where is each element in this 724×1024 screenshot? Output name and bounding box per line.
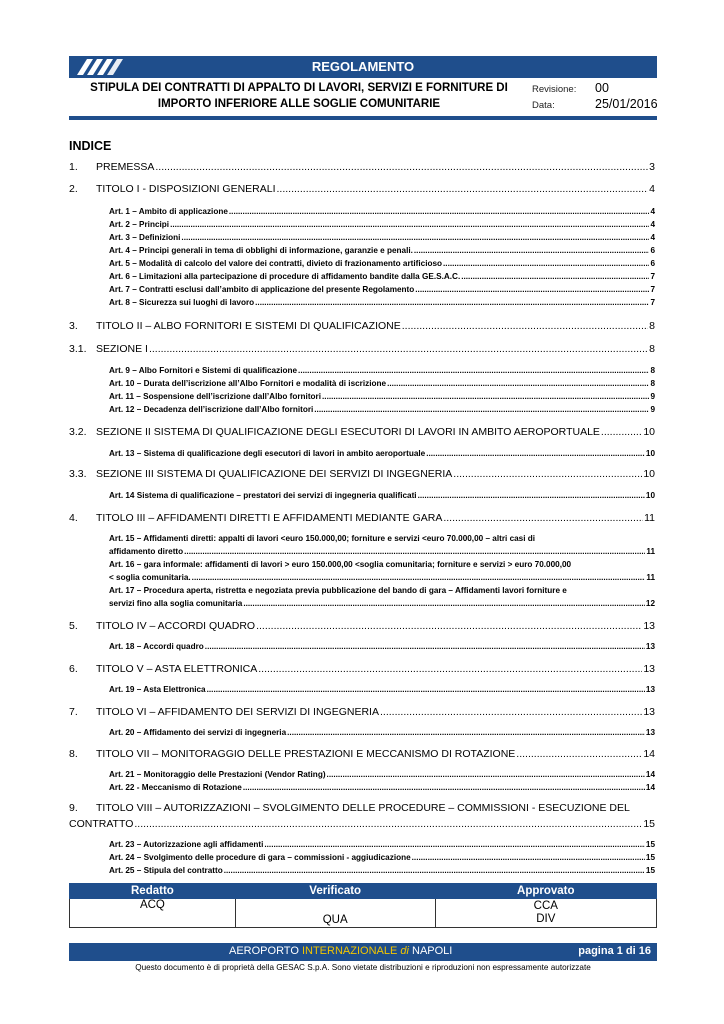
toc-page: 8 [649,343,655,355]
toc-title: TITOLO VII – MONITORAGGIO DELLE PRESTAZIONI E MECCANISMO DI ROTAZIONE [96,748,516,760]
toc-title: Art. 11 – Sospensione dell’iscrizione dall’Albo fornitori [109,392,322,401]
toc-title: Art. 5 – Modalità di calcolo del valore dei contratti, divieto di frazionamento artificioso [109,259,443,268]
page-number: pagina 1 di 16 [578,945,651,957]
toc-page: 9 [650,405,655,414]
approvato-value: CCA DIV [435,899,656,928]
toc-title: Art. 22 - Meccanismo di Rotazione [109,783,242,792]
toc-title: Art. 6 – Limitazioni alla partecipazione di procedure di affidamento bandite dalla GE.S.A.C. [109,272,461,281]
header-banner [69,56,657,78]
toc-title: Art. 3 – Definizioni [109,233,181,242]
toc-page: 14 [645,783,655,792]
toc-page: 4 [650,220,655,229]
toc-title: Art. 10 – Durata dell’iscrizione all’Albo Fornitori e modalità di iscrizione [109,379,387,388]
airport-name: AEROPORTO INTERNAZIONALE di NAPOLI [229,945,453,957]
toc-page: 11 [644,512,655,524]
toc-subentry[interactable] [109,233,655,242]
toc-page: 11 [646,547,655,556]
toc-title: TITOLO IV – ACCORDI QUADRO [96,620,256,632]
toc-subentry[interactable] [109,259,655,268]
toc-page: 8 [649,320,655,332]
toc-title: SEZIONE I [96,343,148,355]
toc-title: affidamento diretto [109,547,184,556]
toc-page: 8 [650,366,655,375]
toc-page: 10 [645,449,655,458]
toc-subentry[interactable] [109,392,655,401]
toc-page: 4 [650,233,655,242]
toc-page: 6 [650,259,655,268]
toc-title: TITOLO III – AFFIDAMENTI DIRETTI E AFFIDAMENTI MEDIANTE GARA [96,512,443,524]
toc-title: Art. 21 – Monitoraggio delle Prestazioni (Vendor Rating) [109,770,326,779]
toc-title: Art. 12 – Decadenza dell’iscrizione dall’Albo fornitori [109,405,314,414]
toc-entry[interactable]: 3.2. SEZIONE II SISTEMA DI QUALIFICAZIONE DEGLI ESECUTORI DI LAVORI IN AMBITO AEROPORTUALE ..... 10 [69,426,655,438]
ownership-note: Questo documento è di proprietà della GESAC S.p.A. Sono vietate distribuzioni e riproduzioni non espressamente autorizzate [135,963,591,972]
toc-entry[interactable]: 3. TITOLO II – ALBO FORNITORI E SISTEMI DI QUALIFICAZIONE ..... 8 [69,320,655,332]
verificato-header: Verificato [235,884,435,899]
toc-entry[interactable]: 5. TITOLO IV – ACCORDI QUADRO ..... 13 [69,620,655,632]
toc-title: SEZIONE II SISTEMA DI QUALIFICAZIONE DEGLI ESECUTORI DI LAVORI IN AMBITO AEROPORTUALE [96,426,600,438]
toc-title: Art. 19 – Asta Elettronica [109,685,206,694]
toc-subentry[interactable] [109,547,655,556]
document-type-title: REGOLAMENTO [311,59,415,74]
toc-title: < soglia comunitaria. [109,573,191,582]
toc-page: 9 [650,392,655,401]
toc-title: TITOLO II – ALBO FORNITORI E SISTEMI DI QUALIFICAZIONE [96,320,401,332]
toc-page: 10 [643,468,655,480]
toc-entry[interactable]: 4. TITOLO III – AFFIDAMENTI DIRETTI E AFFIDAMENTI MEDIANTE GARA ..... 11 [69,512,655,524]
subtitle-line-2: IMPORTO INFERIORE ALLE SOGLIE COMUNITARIE [157,98,441,110]
toc-title: Art. 9 – Albo Fornitori e Sistemi di qualificazione [109,366,298,375]
toc-title: Art. 23 – Autorizzazione agli affidamenti [109,840,264,849]
toc-subentry[interactable] [109,783,655,792]
toc-subentry[interactable] [109,728,655,737]
toc-entry[interactable] [69,818,655,830]
toc-entry[interactable]: 6. TITOLO V – ASTA ELETTRONICA ..... 13 [69,663,655,675]
toc-subentry[interactable] [109,642,655,651]
toc-page: 13 [645,728,655,737]
toc-entry-line1: 9. TITOLO VIII – AUTORIZZAZIONI – SVOLGIMENTO DELLE PROCEDURE – COMMISSIONI - ESECUZIONE DEL [69,802,630,814]
toc-page: 15 [645,840,655,849]
toc-title: Art. 2 – Principi [109,220,170,229]
toc-entry[interactable]: 2. TITOLO I - DISPOSIZIONI GENERALI ..... 4 [69,183,655,195]
toc-title: TITOLO V – ASTA ELETTRONICA [96,663,258,675]
toc-page: 15 [645,866,655,875]
toc-subentry[interactable] [109,298,655,307]
toc-subentry[interactable] [109,449,655,458]
toc-title: Art. 4 – Principi generali in tema di obblighi di informazione, garanzie e penali. [109,246,413,255]
toc-title: TITOLO I - DISPOSIZIONI GENERALI [96,183,276,195]
toc-subentry[interactable] [109,220,655,229]
revision-label: Revisione: [532,84,577,95]
toc-subentry-line1: Art. 15 – Affidamenti diretti: appalti di lavori <euro 150.000,00; forniture e servizi <euro 70.000,00 – altri casi di [109,534,536,543]
toc-subentry[interactable] [109,866,655,875]
toc-title: Art. 13 – Sistema di qualificazione degli esecutori di lavori in ambito aeroportuale [109,449,426,458]
toc-page: 4 [649,183,655,195]
signoff-table [69,883,657,928]
toc-subentry[interactable] [109,272,655,281]
toc-title: Art. 8 – Sicurezza sui luoghi di lavoro [109,298,255,307]
toc-page: 15 [645,853,655,862]
toc-page: 13 [643,663,655,675]
toc-entry[interactable]: 7. TITOLO VI – AFFIDAMENTO DEI SERVIZI DI INGEGNERIA ..... 13 [69,706,655,718]
revision-value: 00 [595,81,609,95]
document-subtitle [69,80,529,112]
toc-page: 12 [645,599,655,608]
toc-page: 14 [643,748,655,760]
toc-page: 11 [646,573,655,582]
toc-subentry[interactable] [109,491,655,500]
toc-subentry[interactable] [109,246,655,255]
toc-subentry[interactable] [109,379,655,388]
toc-page: 10 [643,426,655,438]
toc-entry[interactable]: 8. TITOLO VII – MONITORAGGIO DELLE PRESTAZIONI E MECCANISMO DI ROTAZIONE ..... 14 [69,748,655,760]
index-heading: INDICE [69,139,112,153]
toc-page: 3 [649,161,655,173]
toc-subentry[interactable] [109,405,655,414]
toc-subentry[interactable] [109,853,655,862]
toc-page: 7 [650,272,655,281]
toc-subentry[interactable] [109,599,655,608]
toc-subentry-line1: Art. 17 – Procedura aperta, ristretta e negoziata previa pubblicazione del bando di gara – Affidamenti lavori forniture e [109,586,567,595]
toc-page: 7 [650,285,655,294]
toc-page: 15 [643,818,655,830]
toc-page: 14 [645,770,655,779]
toc-subentry[interactable] [109,685,655,694]
toc-page: 7 [650,298,655,307]
toc-title: Art. 24 – Svolgimento delle procedure di gara – commissioni - aggiudicazione [109,853,411,862]
toc-title: servizi fino alla soglia comunitaria [109,599,243,608]
toc-page: 4 [650,207,655,216]
toc-entry[interactable]: 3.1. SEZIONE I ..... 8 [69,343,655,355]
toc-subentry[interactable] [109,366,655,375]
toc-subentry[interactable] [109,207,655,216]
toc-page: 10 [645,491,655,500]
toc-title: Art. 18 – Accordi quadro [109,642,204,651]
toc-title: SEZIONE III SISTEMA DI QUALIFICAZIONE DEI SERVIZI DI INGEGNERIA [96,468,453,480]
toc-subentry-line1: Art. 16 – gara informale: affidamenti di lavori > euro 150.000,00 <soglia comunitaria; forniture e servizi > euro 70.000,00 [109,560,572,569]
toc-title: Art. 14 Sistema di qualificazione – prestatori dei servizi di ingegneria qualificati [109,491,417,500]
toc-title: Art. 25 – Stipula del contratto [109,866,223,875]
date-label: Data: [532,100,555,111]
toc-page: 6 [650,246,655,255]
toc-entry[interactable]: 3.3. SEZIONE III SISTEMA DI QUALIFICAZIONE DEI SERVIZI DI INGEGNERIA ..... 10 [69,468,655,480]
toc-title: Art. 7 – Contratti esclusi dall’ambito di applicazione del presente Regolamento [109,285,415,294]
toc-entry[interactable]: 1. PREMESSA ..... 3 [69,161,655,173]
toc-subentry[interactable] [109,840,655,849]
toc-page: 13 [643,706,655,718]
toc-page: 13 [643,620,655,632]
toc-title: PREMESSA [96,161,155,173]
toc-subentry[interactable] [109,285,655,294]
footer-bar [69,943,657,961]
toc-page: 13 [645,642,655,651]
toc-title: CONTRATTO [69,818,134,830]
toc-title: TITOLO VI – AFFIDAMENTO DEI SERVIZI DI INGEGNERIA [96,706,379,718]
header-divider [69,116,657,120]
date-value: 25/01/2016 [595,97,658,111]
toc-page: 8 [650,379,655,388]
toc-subentry[interactable] [109,573,655,582]
verificato-value: QUA [235,899,435,928]
toc-title: Art. 20 – Affidamento dei servizi di ingegneria [109,728,287,737]
approvato-header: Approvato [435,884,656,899]
toc-page: 13 [645,685,655,694]
toc-title: Art. 1 – Ambito di applicazione [109,207,228,216]
redatto-header: Redatto [70,884,236,899]
redatto-value: ACQ [70,899,236,928]
toc-subentry[interactable] [109,770,655,779]
subtitle-line-1: STIPULA DEI CONTRATTI DI APPALTO DI LAVORI, SERVIZI E FORNITURE DI [90,82,508,94]
